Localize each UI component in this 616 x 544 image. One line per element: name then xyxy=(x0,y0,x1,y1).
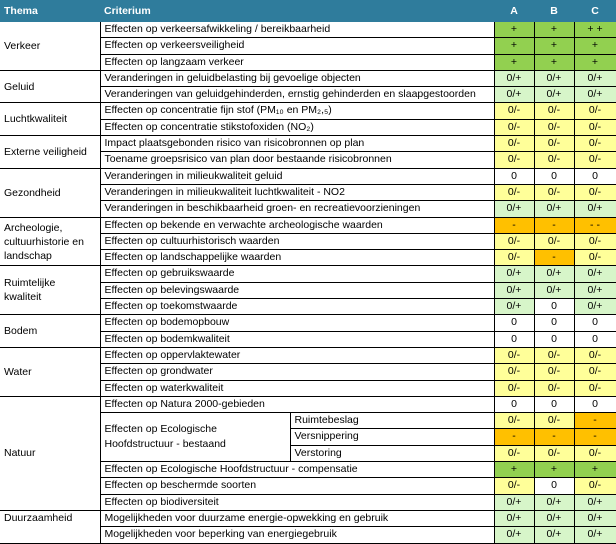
table-row xyxy=(0,315,616,331)
score-c: 0/+ xyxy=(574,527,616,543)
score-a: 0/+ xyxy=(494,510,534,526)
score-c: 0/- xyxy=(574,478,616,494)
thema-cell: Externe veiligheid xyxy=(0,136,100,169)
score-a: 0/- xyxy=(494,119,534,135)
score-a: 0/- xyxy=(494,184,534,200)
score-a: 0/- xyxy=(494,380,534,396)
criterium-cell: Effecten op verkeersafwikkeling / bereikbaarheid xyxy=(100,22,494,38)
score-c: + xyxy=(574,462,616,478)
sub-criterium-cell: Versnippering xyxy=(290,429,494,445)
criterium-cell: Effecten op waterkwaliteit xyxy=(100,380,494,396)
score-c: 0/+ xyxy=(574,282,616,298)
score-a: 0/+ xyxy=(494,494,534,510)
criterium-cell: Effecten op toekomstwaarde xyxy=(100,299,494,315)
score-b: 0 xyxy=(534,168,574,184)
score-b: 0 xyxy=(534,396,574,412)
criterium-cell: Effecten op bodemkwaliteit xyxy=(100,331,494,347)
score-c: 0 xyxy=(574,331,616,347)
score-b: 0/+ xyxy=(534,201,574,217)
criterium-cell: Effecten op gebruikswaarde xyxy=(100,266,494,282)
score-a: 0/- xyxy=(494,233,534,249)
score-c: 0/- xyxy=(574,119,616,135)
thema-cell: Gezondheid xyxy=(0,168,100,217)
score-a: + xyxy=(494,54,534,70)
score-c: 0/+ xyxy=(574,266,616,282)
score-b: 0/- xyxy=(534,136,574,152)
score-a: 0/+ xyxy=(494,299,534,315)
thema-cell: Verkeer xyxy=(0,22,100,70)
header-b: B xyxy=(534,0,574,22)
table-row xyxy=(0,22,616,38)
score-c: 0/+ xyxy=(574,201,616,217)
score-b: 0/- xyxy=(534,413,574,429)
score-c: 0/- xyxy=(574,347,616,363)
table-row xyxy=(0,510,616,526)
score-b: 0/- xyxy=(534,445,574,461)
score-b: 0/+ xyxy=(534,494,574,510)
score-c: - xyxy=(574,429,616,445)
criterium-cell: Effecten op beschermde soorten xyxy=(100,478,494,494)
score-b: 0/- xyxy=(534,347,574,363)
score-c: + + xyxy=(574,22,616,38)
table-row xyxy=(0,347,616,363)
criterium-cell: Effecten op Ecologische Hoofdstructuur - compensatie xyxy=(100,462,494,478)
criterium-cell: Toename groepsrisico van plan door bestaande risicobronnen xyxy=(100,152,494,168)
criterium-cell: Veranderingen in milieukwaliteit luchtkwaliteit - NO2 xyxy=(100,184,494,200)
score-a: 0/- xyxy=(494,413,534,429)
thema-cell: Geluid xyxy=(0,70,100,103)
score-b: - xyxy=(534,250,574,266)
score-b: 0/- xyxy=(534,364,574,380)
score-c: + xyxy=(574,38,616,54)
score-c: 0/+ xyxy=(574,510,616,526)
score-a: 0 xyxy=(494,315,534,331)
thema-cell: Ruimtelijke kwaliteit xyxy=(0,266,100,315)
thema-cell: Luchtkwaliteit xyxy=(0,103,100,136)
score-a: 0/- xyxy=(494,136,534,152)
criterium-cell: Effecten op concentratie stikstofoxiden (NO₂) xyxy=(100,119,494,135)
score-a: 0/+ xyxy=(494,282,534,298)
score-b: 0/- xyxy=(534,184,574,200)
table-row xyxy=(0,396,616,412)
score-b: + xyxy=(534,54,574,70)
criterium-cell: Effecten op Natura 2000-gebieden xyxy=(100,396,494,412)
thema-cell: Duurzaamheid xyxy=(0,510,100,543)
score-c: 0/- xyxy=(574,445,616,461)
criterium-cell: Effecten op oppervlaktewater xyxy=(100,347,494,363)
score-c: 0/+ xyxy=(574,87,616,103)
header-a: A xyxy=(494,0,534,22)
score-c: 0/- xyxy=(574,152,616,168)
score-c: 0/+ xyxy=(574,494,616,510)
criterium-cell: Effecten op verkeersveiligheid xyxy=(100,38,494,54)
thema-cell: Natuur xyxy=(0,396,100,510)
score-c: 0/- xyxy=(574,250,616,266)
table-row xyxy=(0,217,616,233)
score-a: 0 xyxy=(494,168,534,184)
header-c: C xyxy=(574,0,616,22)
score-a: 0/- xyxy=(494,445,534,461)
score-c: 0/- xyxy=(574,233,616,249)
score-c: 0/- xyxy=(574,184,616,200)
score-a: + xyxy=(494,22,534,38)
score-a: 0/+ xyxy=(494,70,534,86)
score-b: 0 xyxy=(534,331,574,347)
score-a: 0/- xyxy=(494,347,534,363)
criterium-cell: Impact plaatsgebonden risico van risicobronnen op plan xyxy=(100,136,494,152)
criterium-cell: Effecten op Ecologische Hoofdstructuur - bestaand xyxy=(100,413,290,462)
score-a: 0/- xyxy=(494,364,534,380)
thema-cell: Bodem xyxy=(0,315,100,348)
criterium-cell: Veranderingen in milieukwaliteit geluid xyxy=(100,168,494,184)
score-c: 0/- xyxy=(574,364,616,380)
criterium-cell: Mogelijkheden voor duurzame energie-opwekking en gebruik xyxy=(100,510,494,526)
score-c: 0 xyxy=(574,315,616,331)
score-a: 0/+ xyxy=(494,201,534,217)
criterium-cell: Effecten op cultuurhistorisch waarden xyxy=(100,233,494,249)
score-a: + xyxy=(494,38,534,54)
score-b: - xyxy=(534,217,574,233)
score-c: 0 xyxy=(574,396,616,412)
score-a: + xyxy=(494,462,534,478)
score-b: + xyxy=(534,38,574,54)
score-b: 0/+ xyxy=(534,527,574,543)
score-b: + xyxy=(534,22,574,38)
score-c: 0/- xyxy=(574,103,616,119)
score-a: 0 xyxy=(494,331,534,347)
score-a: 0/- xyxy=(494,478,534,494)
score-a: 0/- xyxy=(494,152,534,168)
table-row xyxy=(0,168,616,184)
score-b: 0 xyxy=(534,315,574,331)
criterium-cell: Effecten op bekende en verwachte archeologische waarden xyxy=(100,217,494,233)
score-c: - xyxy=(574,413,616,429)
criterium-cell: Effecten op bodemopbouw xyxy=(100,315,494,331)
score-a: 0/+ xyxy=(494,527,534,543)
score-b: 0/+ xyxy=(534,510,574,526)
score-c: - - xyxy=(574,217,616,233)
criterium-cell: Veranderingen in beschikbaarheid groen- en recreatievoorzieningen xyxy=(100,201,494,217)
score-c: 0/- xyxy=(574,136,616,152)
score-c: + xyxy=(574,54,616,70)
score-b: + xyxy=(534,462,574,478)
score-b: 0/- xyxy=(534,103,574,119)
criterium-cell: Effecten op concentratie fijn stof (PM₁₀ en PM₂,₅) xyxy=(100,103,494,119)
score-b: 0/+ xyxy=(534,87,574,103)
score-b: 0/- xyxy=(534,152,574,168)
score-b: 0/+ xyxy=(534,70,574,86)
criterium-cell: Effecten op belevingswaarde xyxy=(100,282,494,298)
thema-cell: Archeologie, cultuurhistorie en landschap xyxy=(0,217,100,266)
score-b: 0/+ xyxy=(534,266,574,282)
score-a: 0 xyxy=(494,396,534,412)
score-a: 0/- xyxy=(494,103,534,119)
score-c: 0/+ xyxy=(574,299,616,315)
header-row xyxy=(0,0,616,22)
criterium-cell: Mogelijkheden voor beperking van energiegebruik xyxy=(100,527,494,543)
table-row xyxy=(0,136,616,152)
criterium-cell: Effecten op biodiversiteit xyxy=(100,494,494,510)
score-a: - xyxy=(494,429,534,445)
criterium-cell: Veranderingen van geluidgehinderden, ernstig gehinderden en slaapgestoorden xyxy=(100,87,494,103)
score-b: - xyxy=(534,429,574,445)
score-c: 0/- xyxy=(574,380,616,396)
header-criterium: Criterium xyxy=(100,0,494,22)
criterium-cell: Effecten op langzaam verkeer xyxy=(100,54,494,70)
criterium-cell: Effecten op grondwater xyxy=(100,364,494,380)
table-row xyxy=(0,266,616,282)
criterium-cell: Effecten op landschappelijke waarden xyxy=(100,250,494,266)
sub-criterium-cell: Verstoring xyxy=(290,445,494,461)
score-b: 0/- xyxy=(534,119,574,135)
score-c: 0 xyxy=(574,168,616,184)
header-thema: Thema xyxy=(0,0,100,22)
table-row xyxy=(0,103,616,119)
score-b: 0 xyxy=(534,478,574,494)
score-a: - xyxy=(494,217,534,233)
sub-criterium-cell: Ruimtebeslag xyxy=(290,413,494,429)
score-a: 0/+ xyxy=(494,87,534,103)
score-a: 0/+ xyxy=(494,266,534,282)
score-b: 0 xyxy=(534,299,574,315)
score-b: 0/+ xyxy=(534,282,574,298)
score-b: 0/- xyxy=(534,380,574,396)
table-row xyxy=(0,70,616,86)
score-a: 0/- xyxy=(494,250,534,266)
criterium-cell: Veranderingen in geluidbelasting bij gevoelige objecten xyxy=(100,70,494,86)
thema-cell: Water xyxy=(0,347,100,396)
score-c: 0/+ xyxy=(574,70,616,86)
score-b: 0/- xyxy=(534,233,574,249)
